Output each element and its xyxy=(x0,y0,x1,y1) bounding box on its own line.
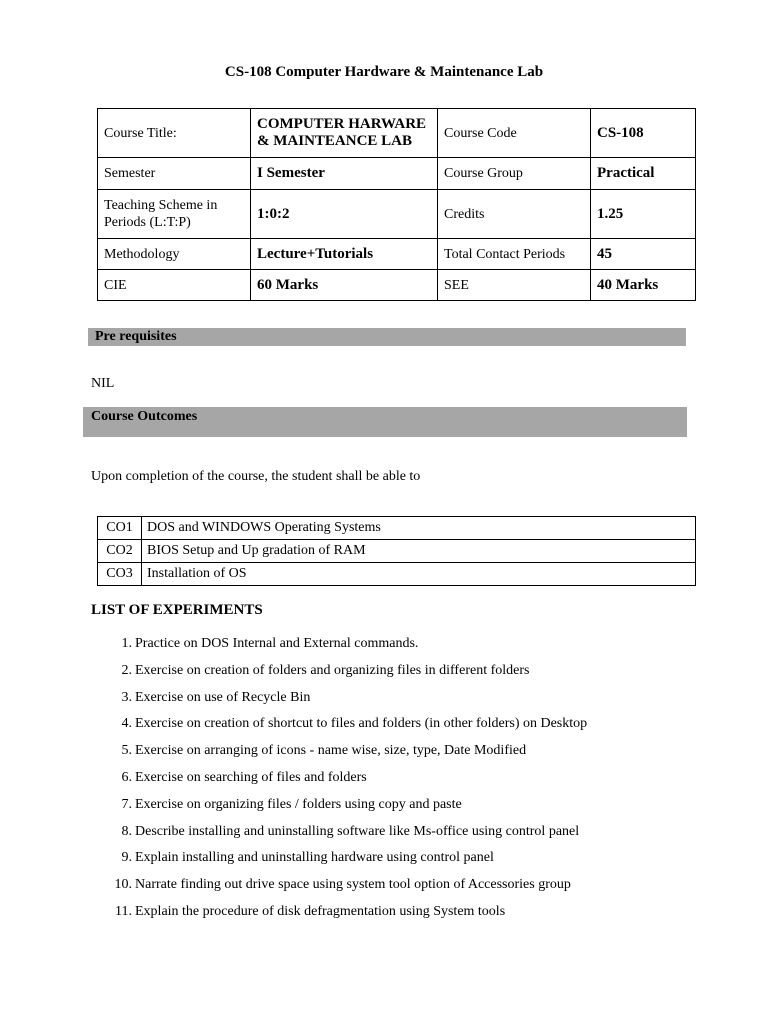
teaching-scheme-label: Teaching Scheme in Periods (L:T:P) xyxy=(98,190,251,239)
credits-label: Credits xyxy=(438,190,591,239)
list-item-number: 1. xyxy=(121,636,132,651)
course-title-row xyxy=(98,109,696,158)
list-item-text: Exercise on creation of shortcut to files and folders (in other folders) on Desktop xyxy=(135,716,588,732)
list-item xyxy=(0,658,768,685)
list-item-text: Exercise on organizing files / folders using copy and paste xyxy=(135,796,462,812)
list-item xyxy=(0,711,768,738)
teaching-scheme-row xyxy=(98,190,696,239)
list-item xyxy=(0,765,768,792)
list-item xyxy=(0,819,768,846)
methodology-value: Lecture+Tutorials xyxy=(251,239,438,270)
list-item-number: 4. xyxy=(121,716,132,732)
course-title-label: Course Title: xyxy=(98,109,251,158)
list-item-text: Exercise on use of Recycle Bin xyxy=(135,689,311,705)
list-item-number: 2. xyxy=(121,662,132,678)
course-outcomes-table xyxy=(97,516,696,586)
semester-row xyxy=(98,158,696,190)
contact-periods-label: Total Contact Periods xyxy=(438,239,591,270)
list-item-text: Practice on DOS Internal and External commands. xyxy=(135,636,419,651)
list-item-number: 11. xyxy=(115,903,132,919)
methodology-label: Methodology xyxy=(98,239,251,270)
list-item-number: 8. xyxy=(121,823,132,839)
prerequisites-text: NIL xyxy=(91,376,115,391)
teaching-scheme-value: 1:0:2 xyxy=(251,190,438,239)
list-item xyxy=(0,872,768,899)
table-row xyxy=(98,563,696,586)
list-item xyxy=(0,899,768,926)
list-item-number: 10. xyxy=(114,877,132,893)
list-item xyxy=(0,792,768,819)
table-row xyxy=(98,540,696,563)
contact-periods-value: 45 xyxy=(591,239,696,270)
outcome-code: CO3 xyxy=(98,563,142,586)
experiments-heading: LIST OF EXPERIMENTS xyxy=(91,602,263,618)
list-item-number: 7. xyxy=(121,796,132,812)
list-item-text: Explain the procedure of disk defragmentation using System tools xyxy=(135,903,506,919)
marks-row xyxy=(98,270,696,301)
semester-value: I Semester xyxy=(251,158,438,190)
list-item-text: Exercise on arranging of icons - name wise, size, type, Date Modified xyxy=(135,743,527,759)
course-code-value: CS-108 xyxy=(591,109,696,158)
list-item-text: Explain installing and uninstalling hardware using control panel xyxy=(135,850,494,866)
document-title: CS-108 Computer Hardware & Maintenance Lab xyxy=(224,64,544,80)
list-item xyxy=(0,845,768,872)
outcome-text: Installation of OS xyxy=(142,563,696,586)
list-item xyxy=(0,631,768,658)
outcome-code: CO1 xyxy=(98,517,142,540)
list-item-text: Describe installing and uninstalling software like Ms-office using control panel xyxy=(135,823,580,839)
cie-label: CIE xyxy=(98,270,251,301)
list-item xyxy=(0,685,768,712)
cie-value: 60 Marks xyxy=(251,270,438,301)
experiments-list xyxy=(0,631,768,926)
course-outcomes-heading: Course Outcomes xyxy=(83,407,687,437)
see-value: 40 Marks xyxy=(591,270,696,301)
outcome-code: CO2 xyxy=(98,540,142,563)
outcome-text: BIOS Setup and Up gradation of RAM xyxy=(142,540,696,563)
outcome-text: DOS and WINDOWS Operating Systems xyxy=(142,517,696,540)
see-label: SEE xyxy=(438,270,591,301)
list-item-text: Narrate finding out drive space using system tool option of Accessories group xyxy=(135,877,571,893)
course-group-label: Course Group xyxy=(438,158,591,190)
course-outcomes-intro: Upon completion of the course, the student shall be able to xyxy=(91,469,421,484)
course-info-table xyxy=(97,108,696,301)
list-item-number: 9. xyxy=(121,850,132,866)
course-group-value: Practical xyxy=(591,158,696,190)
list-item-number: 5. xyxy=(121,743,132,759)
course-code-label: Course Code xyxy=(438,109,591,158)
prerequisites-heading: Pre requisites xyxy=(88,328,686,346)
list-item-text: Exercise on searching of files and folders xyxy=(135,769,367,785)
list-item-number: 6. xyxy=(121,769,132,785)
course-title-value: COMPUTER HARWARE & MAINTEANCE LAB xyxy=(251,109,438,158)
methodology-row xyxy=(98,239,696,270)
list-item-number: 3. xyxy=(121,689,132,705)
list-item-text: Exercise on creation of folders and organizing files in different folders xyxy=(135,662,530,678)
list-item xyxy=(0,738,768,765)
semester-label: Semester xyxy=(98,158,251,190)
credits-value: 1.25 xyxy=(591,190,696,239)
table-row xyxy=(98,517,696,540)
